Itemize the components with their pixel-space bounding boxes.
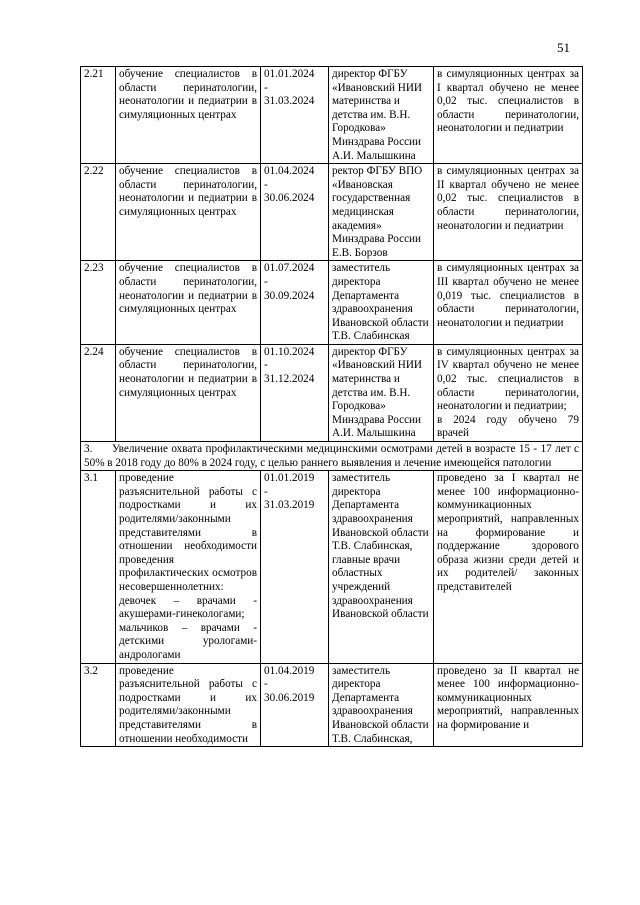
- page-number: 51: [557, 40, 570, 55]
- table-row: [81, 663, 583, 747]
- section-row: [81, 442, 583, 471]
- responsible-cell: директор ФГБУ «Ивановский НИИ материнства и детства им. В.Н. Городкова» Минздрава России А.И. Малышкина: [329, 67, 434, 164]
- table-row: [81, 471, 583, 663]
- result-cell: проведено за II квартал не менее 100 информационно-коммуникационных мероприятий, направленных на формирование и: [434, 663, 583, 747]
- period-cell: 01.01.2024 - 31.03.2024: [261, 67, 329, 164]
- row-number: 3.2: [81, 663, 116, 747]
- row-number: 2.21: [81, 67, 116, 164]
- table-row: [81, 164, 583, 261]
- row-number: 2.24: [81, 344, 116, 441]
- row-number: 3.1: [81, 471, 116, 663]
- table-row: [81, 67, 583, 164]
- result-cell: в симуляционных центрах за I квартал обучено не менее 0,02 тыс. специалистов в области перинатологии, неонатологии и педиатрии: [434, 67, 583, 164]
- period-cell: 01.07.2024 - 30.09.2024: [261, 261, 329, 345]
- section-title: Увеличение охвата профилактическими медицинскими осмотрами детей в возрасте 15 - 17 лет с 50% в 2018 году до 80% в 2024 году, с целью раннего выявления и лечение имеющейся патологии: [84, 443, 579, 469]
- responsible-cell: директор ФГБУ «Ивановский НИИ материнства и детства им. В.Н. Городкова» Минздрава России А.И. Малышкина: [329, 344, 434, 441]
- activity-cell: обучение специалистов в области перинатологии, неонатологии и педиатрии в симуляционных центрах: [116, 67, 261, 164]
- responsible-cell: заместитель директора Департамента здравоохранения Ивановской области Т.В. Слабинская, главные врачи областных учреждений здравоохранения Ивановской области: [329, 471, 434, 663]
- table-row: [81, 344, 583, 441]
- row-number: 2.23: [81, 261, 116, 345]
- responsible-cell: ректор ФГБУ ВПО «Ивановская государственная медицинская академия» Минздрава России Е.В. Борзов: [329, 164, 434, 261]
- responsible-cell: заместитель директора Департамента здравоохранения Ивановской области Т.В. Слабинская,: [329, 663, 434, 747]
- row-number: 2.22: [81, 164, 116, 261]
- activity-cell: обучение специалистов в области перинатологии, неонатологии и педиатрии в симуляционных центрах: [116, 261, 261, 345]
- table-row: [81, 261, 583, 345]
- result-cell: проведено за I квартал не менее 100 информационно-коммуникационных мероприятий, направленных на формирование и поддержание здорового образа жизни среди детей и их родителей/ законных представителей: [434, 471, 583, 663]
- period-cell: 01.10.2024 - 31.12.2024: [261, 344, 329, 441]
- period-cell: 01.04.2019 - 30.06.2019: [261, 663, 329, 747]
- action-plan-table: [80, 66, 583, 747]
- period-cell: 01.04.2024 - 30.06.2024: [261, 164, 329, 261]
- activity-cell: обучение специалистов в области перинатологии, неонатологии и педиатрии в симуляционных центрах: [116, 344, 261, 441]
- section-number: 3.: [84, 443, 93, 456]
- period-cell: 01.01.2019 - 31.03.2019: [261, 471, 329, 663]
- section-heading: [81, 442, 583, 471]
- activity-cell: обучение специалистов в области перинатологии, неонатологии и педиатрии в симуляционных центрах: [116, 164, 261, 261]
- activity-cell: проведение разъяснительной работы с подростками и их родителями/законными представителями в отношении необходимости: [116, 663, 261, 747]
- activity-cell: проведение разъяснительной работы с подростками и их родителями/законными представителями в отношении необходимости проведения профилактических осмотров несовершеннолетних: девочек – врачами - акушерами-гинекологами; мальчиков – врачами - детскими урологами-андрологами: [116, 471, 261, 663]
- result-cell: в симуляционных центрах за II квартал обучено не менее 0,02 тыс. специалистов в области перинатологии, неонатологии и педиатрии: [434, 164, 583, 261]
- result-cell: в симуляционных центрах за IV квартал обучено не менее 0,02 тыс. специалистов в области перинатологии, неонатологии и педиатрии; в 2024 году обучено 79 врачей: [434, 344, 583, 441]
- result-cell: в симуляционных центрах за III квартал обучено не менее 0,019 тыс. специалистов в области перинатологии, неонатологии и педиатрии: [434, 261, 583, 345]
- responsible-cell: заместитель директора Департамента здравоохранения Ивановской области Т.В. Слабинская: [329, 261, 434, 345]
